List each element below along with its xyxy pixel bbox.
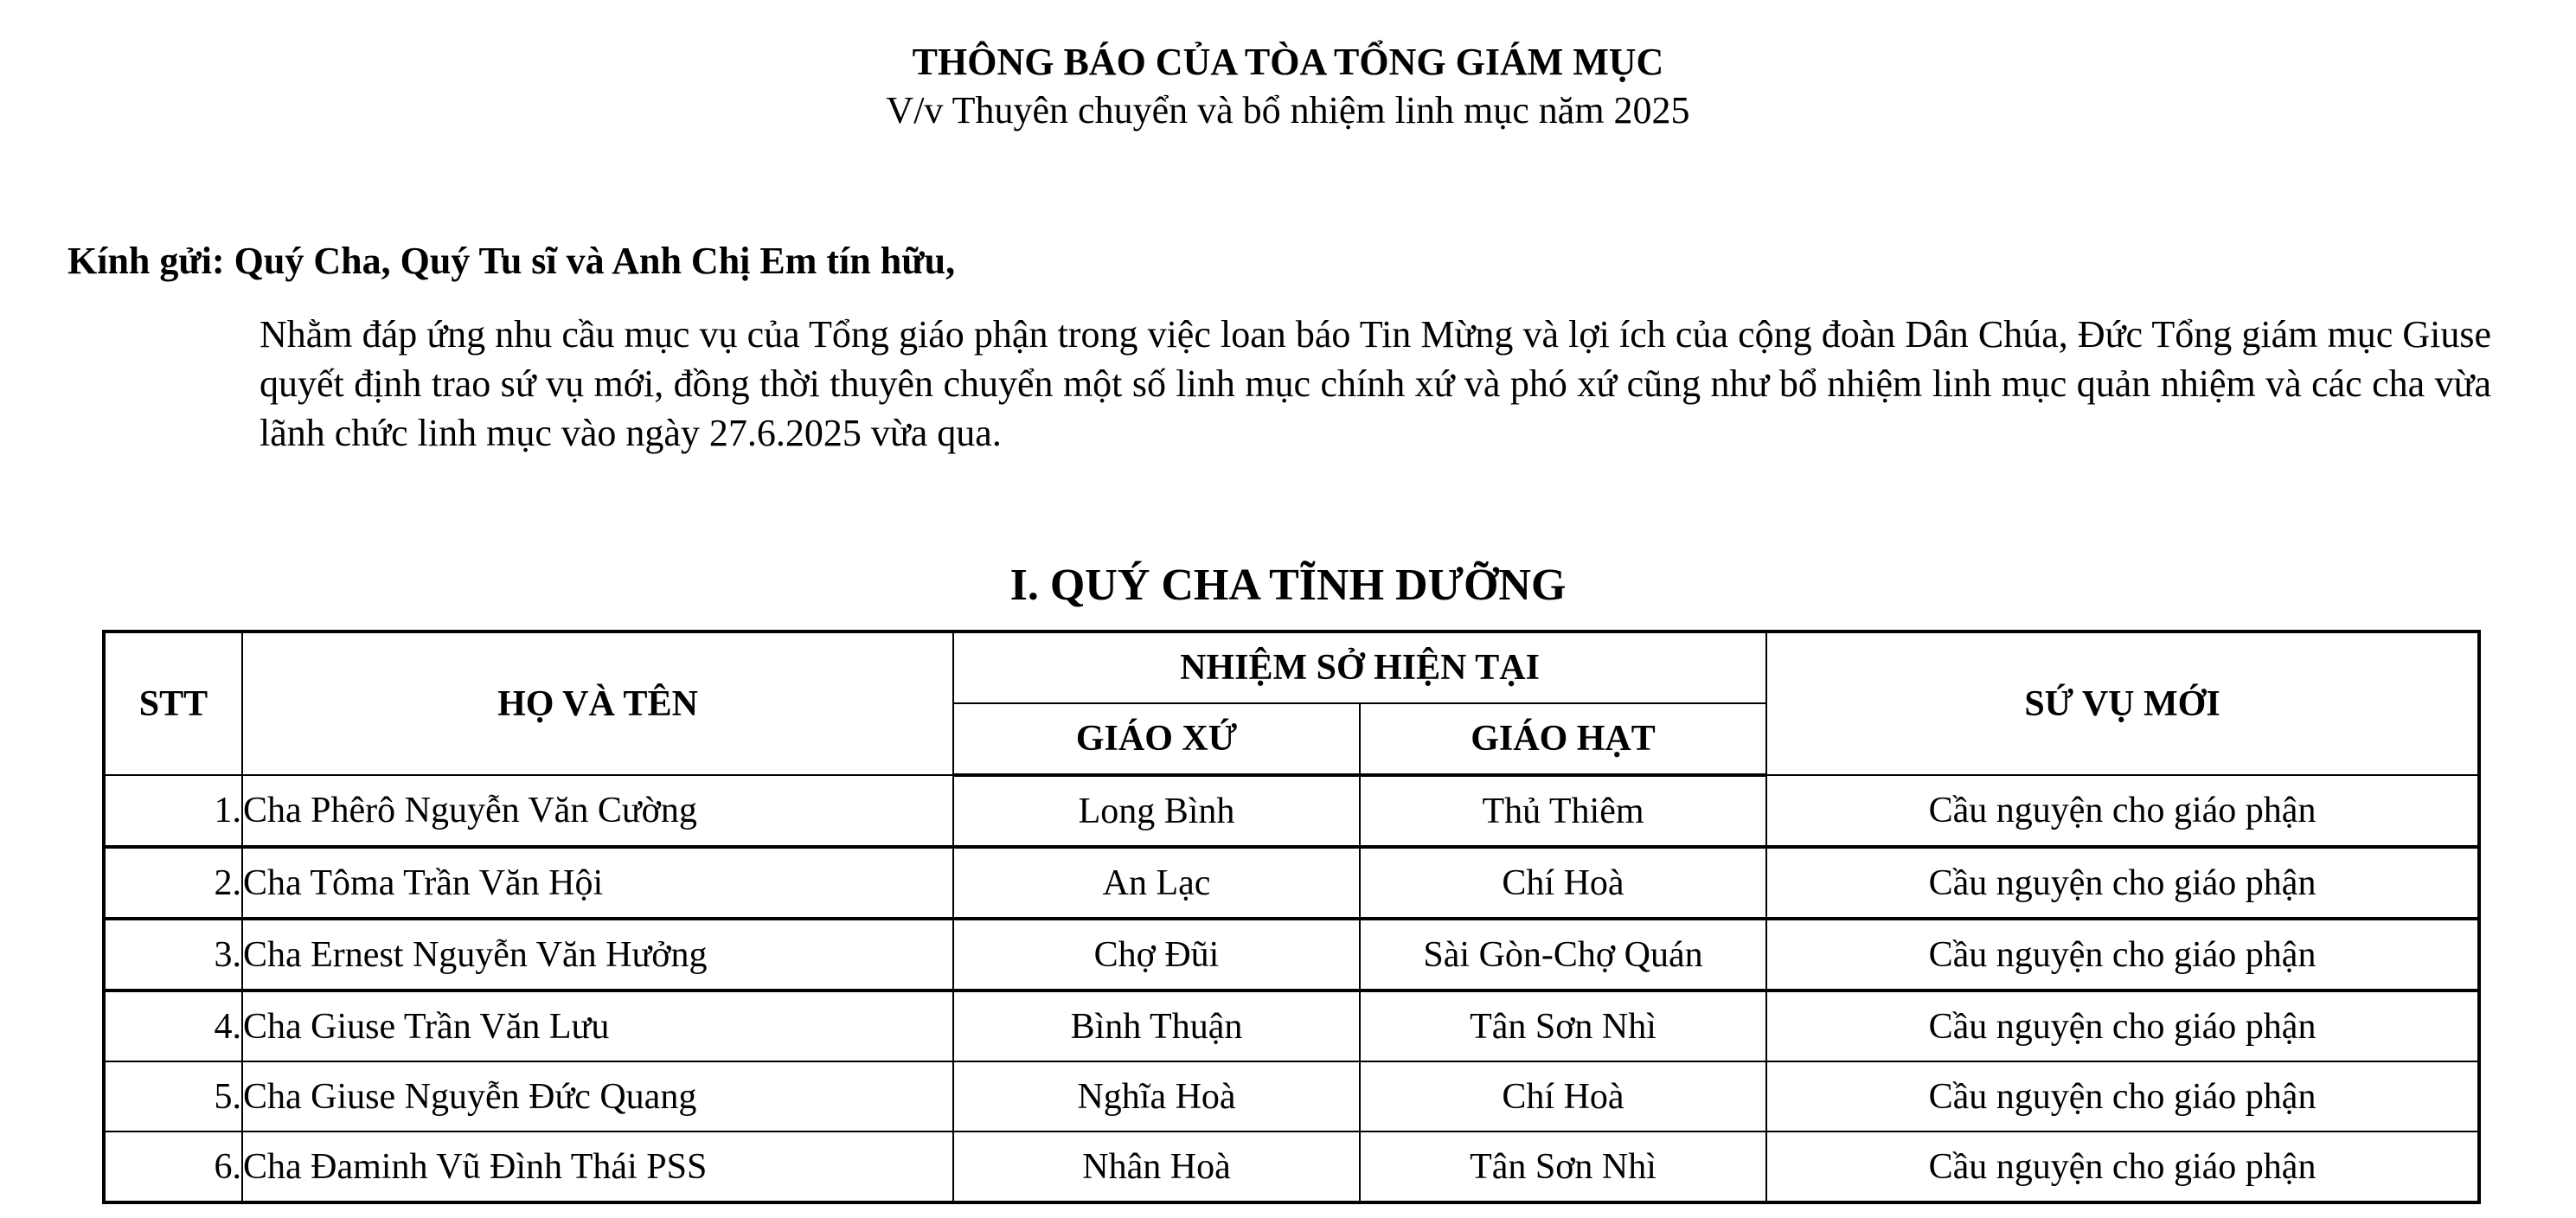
cell-stt: 3. <box>104 919 242 990</box>
cell-deanery: Chí Hoà <box>1360 847 1766 919</box>
document-subtitle: V/v Thuyên chuyển và bổ nhiệm linh mục năm 2025 <box>886 89 1690 131</box>
cell-deanery: Tân Sơn Nhì <box>1360 990 1766 1061</box>
cell-mission: Cầu nguyện cho giáo phận <box>1766 919 2479 990</box>
header-new-mission: SỨ VỤ MỚI <box>1766 631 2479 775</box>
cell-parish: Chợ Đũi <box>953 919 1360 990</box>
cell-name: Cha Ernest Nguyễn Văn Hưởng <box>242 919 953 990</box>
cell-name: Cha Giuse Trần Văn Lưu <box>242 990 953 1061</box>
table-header-row <box>104 631 2479 703</box>
table-row <box>104 1131 2479 1202</box>
cell-deanery: Chí Hoà <box>1360 1061 1766 1131</box>
table-row <box>104 919 2479 990</box>
cell-stt: 4. <box>104 990 242 1061</box>
cell-mission: Cầu nguyện cho giáo phận <box>1766 990 2479 1061</box>
cell-deanery: Thủ Thiêm <box>1360 775 1766 847</box>
intro-paragraph: Nhằm đáp ứng nhu cầu mục vụ của Tổng giáo phận trong việc loan báo Tin Mừng và lợi ích của cộng đoàn Dân Chúa, Đức Tổng giám mục Giuse quyết định trao sứ vụ mới, đồng thời thuyên chuyển một số linh mục chính xứ và phó xứ cũng như bổ nhiệm linh mục quản nhiệm và các cha vừa lãnh chức linh mục vào ngày 27.6.2025 vừa qua. <box>260 313 2491 454</box>
cell-mission: Cầu nguyện cho giáo phận <box>1766 775 2479 847</box>
header-parish: GIÁO XỨ <box>953 703 1360 775</box>
greeting-line: Kính gửi: Quý Cha, Quý Tu sĩ và Anh Chị Em tín hữu, <box>67 240 956 282</box>
cell-name: Cha Giuse Nguyễn Đức Quang <box>242 1061 953 1131</box>
cell-deanery: Sài Gòn-Chợ Quán <box>1360 919 1766 990</box>
cell-parish: Nhân Hoà <box>953 1131 1360 1202</box>
document-title: THÔNG BÁO CỦA TÒA TỔNG GIÁM MỤC <box>912 41 1664 83</box>
cell-mission: Cầu nguyện cho giáo phận <box>1766 1061 2479 1131</box>
cell-parish: An Lạc <box>953 847 1360 919</box>
cell-mission: Cầu nguyện cho giáo phận <box>1766 847 2479 919</box>
cell-stt: 6. <box>104 1131 242 1202</box>
assignments-table <box>102 630 2481 1204</box>
cell-name: Cha Phêrô Nguyễn Văn Cường <box>242 775 953 847</box>
section-title: I. QUÝ CHA TĨNH DƯỠNG <box>1009 561 1567 610</box>
cell-stt: 2. <box>104 847 242 919</box>
cell-stt: 1. <box>104 775 242 847</box>
cell-parish: Bình Thuận <box>953 990 1360 1061</box>
cell-name: Cha Đaminh Vũ Đình Thái PSS <box>242 1131 953 1202</box>
header-stt: STT <box>104 631 242 775</box>
header-deanery: GIÁO HẠT <box>1360 703 1766 775</box>
table-row <box>104 847 2479 919</box>
cell-parish: Long Bình <box>953 775 1360 847</box>
header-current-assignment: NHIỆM SỞ HIỆN TẠI <box>953 631 1766 703</box>
cell-parish: Nghĩa Hoà <box>953 1061 1360 1131</box>
cell-stt: 5. <box>104 1061 242 1131</box>
cell-deanery: Tân Sơn Nhì <box>1360 1131 1766 1202</box>
cell-mission: Cầu nguyện cho giáo phận <box>1766 1131 2479 1202</box>
header-name: HỌ VÀ TÊN <box>242 631 953 775</box>
table-row <box>104 775 2479 847</box>
table-row <box>104 990 2479 1061</box>
cell-name: Cha Tôma Trần Văn Hội <box>242 847 953 919</box>
table-row <box>104 1061 2479 1131</box>
